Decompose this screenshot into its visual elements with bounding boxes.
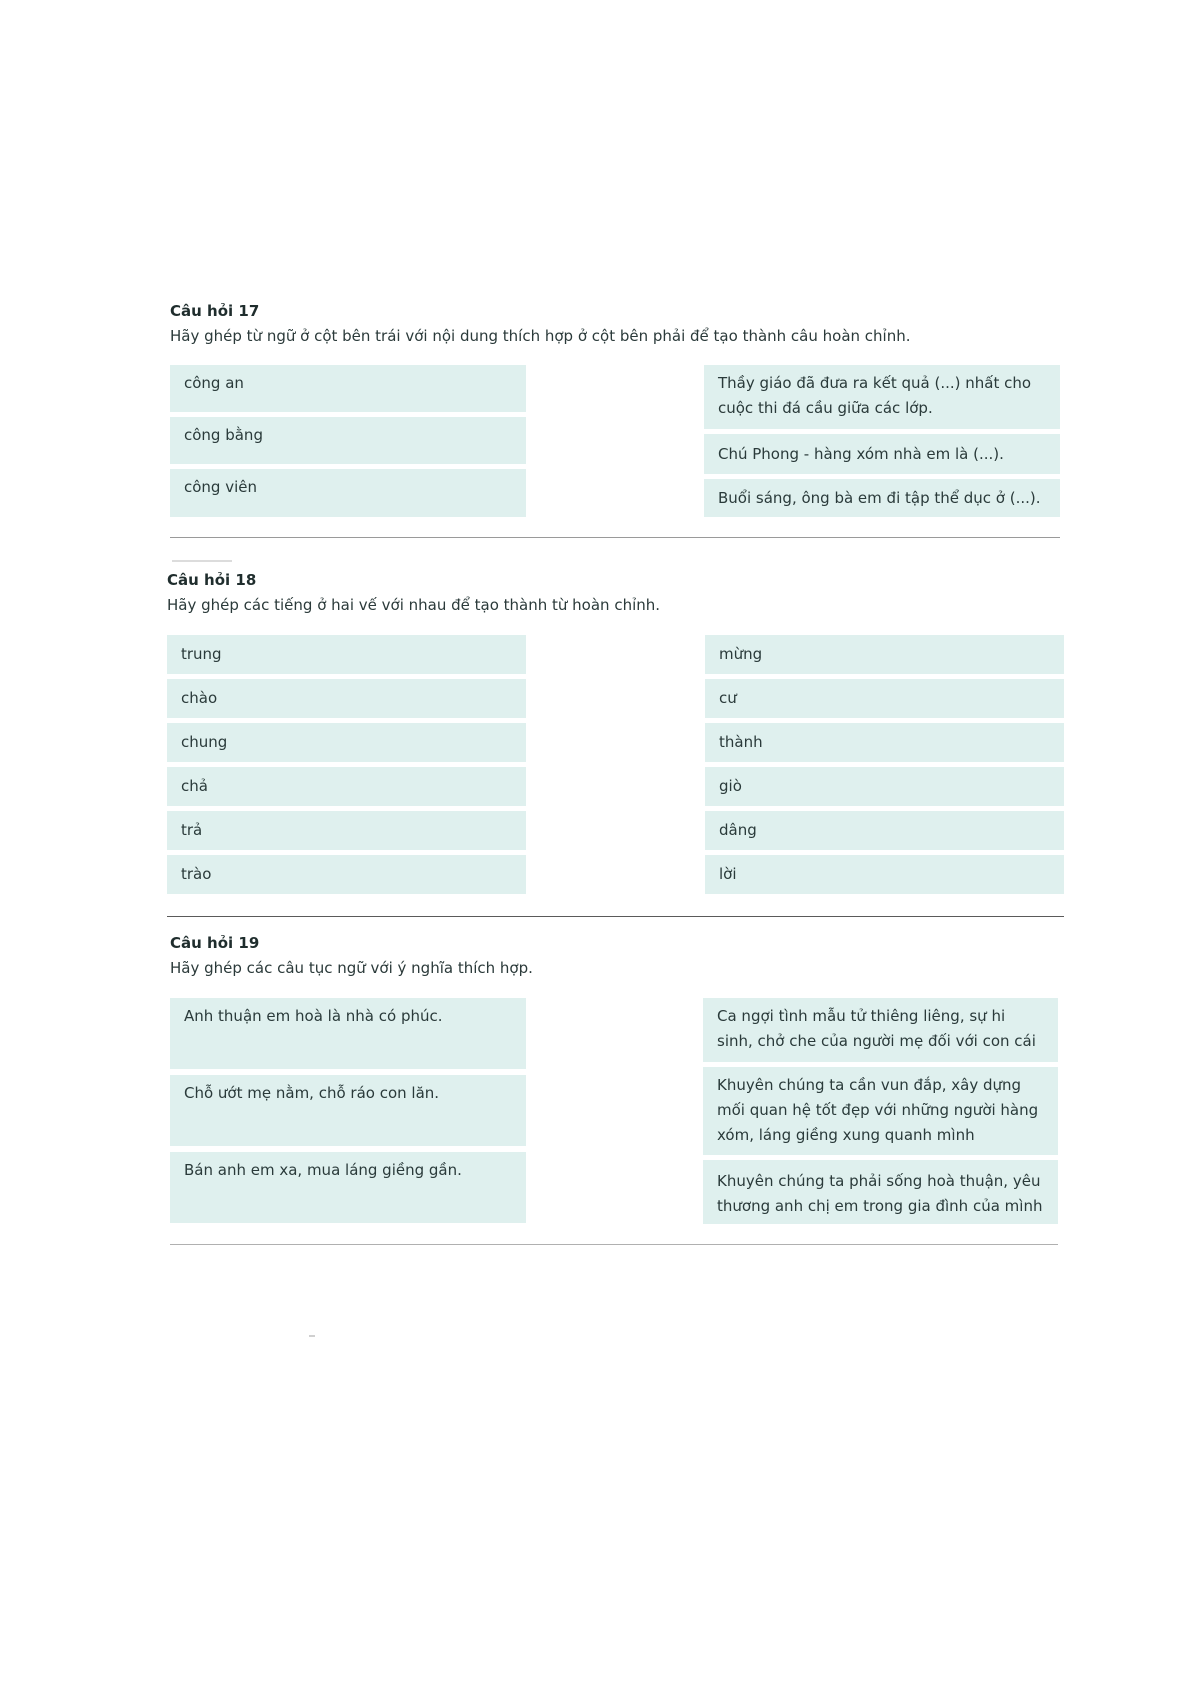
question-17-title: Câu hỏi 17 (170, 302, 260, 320)
q18-right-item-4[interactable]: giò (705, 767, 1064, 806)
q17-right-item-1[interactable]: Thầy giáo đã đưa ra kết quả (...) nhất cho cuộc thi đá cầu giữa các lớp. (704, 365, 1060, 429)
q18-left-item-2[interactable]: chào (167, 679, 526, 718)
q18-right-item-5[interactable]: dâng (705, 811, 1064, 850)
q19-left-item-2[interactable]: Chỗ ướt mẹ nằm, chỗ ráo con lăn. (170, 1075, 526, 1146)
q18-divider (167, 916, 1064, 917)
question-18-instruction: Hãy ghép các tiếng ở hai vế với nhau để tạo thành từ hoàn chỉnh. (167, 596, 661, 614)
question-18-header (167, 570, 1047, 615)
question-17-instruction: Hãy ghép từ ngữ ở cột bên trái với nội dung thích hợp ở cột bên phải để tạo thành câu hoàn chỉnh. (170, 327, 911, 345)
q18-left-item-4[interactable]: chả (167, 767, 526, 806)
q17-left-item-3[interactable]: công viên (170, 469, 526, 517)
q19-divider (170, 1244, 1058, 1245)
q18-left-item-5[interactable]: trả (167, 811, 526, 850)
question-17-header (170, 301, 1050, 346)
question-18-title: Câu hỏi 18 (167, 571, 257, 589)
q19-right-item-2[interactable]: Khuyên chúng ta cần vun đắp, xây dựng mối quan hệ tốt đẹp với những người hàng xóm, láng giềng xung quanh mình (703, 1067, 1058, 1155)
q18-right-item-6[interactable]: lời (705, 855, 1064, 894)
q17-right-item-2[interactable]: Chú Phong - hàng xóm nhà em là (...). (704, 434, 1060, 474)
q19-left-item-3[interactable]: Bán anh em xa, mua láng giềng gần. (170, 1152, 526, 1223)
q19-left-item-1[interactable]: Anh thuận em hoà là nhà có phúc. (170, 998, 526, 1069)
q17-right-item-3[interactable]: Buổi sáng, ông bà em đi tập thể dục ở (...). (704, 479, 1060, 517)
q19-right-item-3[interactable]: Khuyên chúng ta phải sống hoà thuận, yêu thương anh chị em trong gia đình của mình (703, 1160, 1058, 1224)
q18-left-item-3[interactable]: chung (167, 723, 526, 762)
q17-left-item-2[interactable]: công bằng (170, 417, 526, 464)
q18-left-item-6[interactable]: trào (167, 855, 526, 894)
question-19-instruction: Hãy ghép các câu tục ngữ với ý nghĩa thích hợp. (170, 959, 533, 977)
scan-artifact (172, 560, 232, 562)
question-19-title: Câu hỏi 19 (170, 934, 260, 952)
q17-divider (170, 537, 1060, 538)
question-19-header (170, 933, 1050, 978)
q17-left-item-1[interactable]: công an (170, 365, 526, 412)
q18-right-item-3[interactable]: thành (705, 723, 1064, 762)
q18-right-item-2[interactable]: cư (705, 679, 1064, 718)
q19-right-item-1[interactable]: Ca ngợi tình mẫu tử thiêng liêng, sự hi sinh, chở che của người mẹ đối với con cái (703, 998, 1058, 1062)
q18-left-item-1[interactable]: trung (167, 635, 526, 674)
q18-right-item-1[interactable]: mừng (705, 635, 1064, 674)
scan-artifact (309, 1335, 315, 1337)
